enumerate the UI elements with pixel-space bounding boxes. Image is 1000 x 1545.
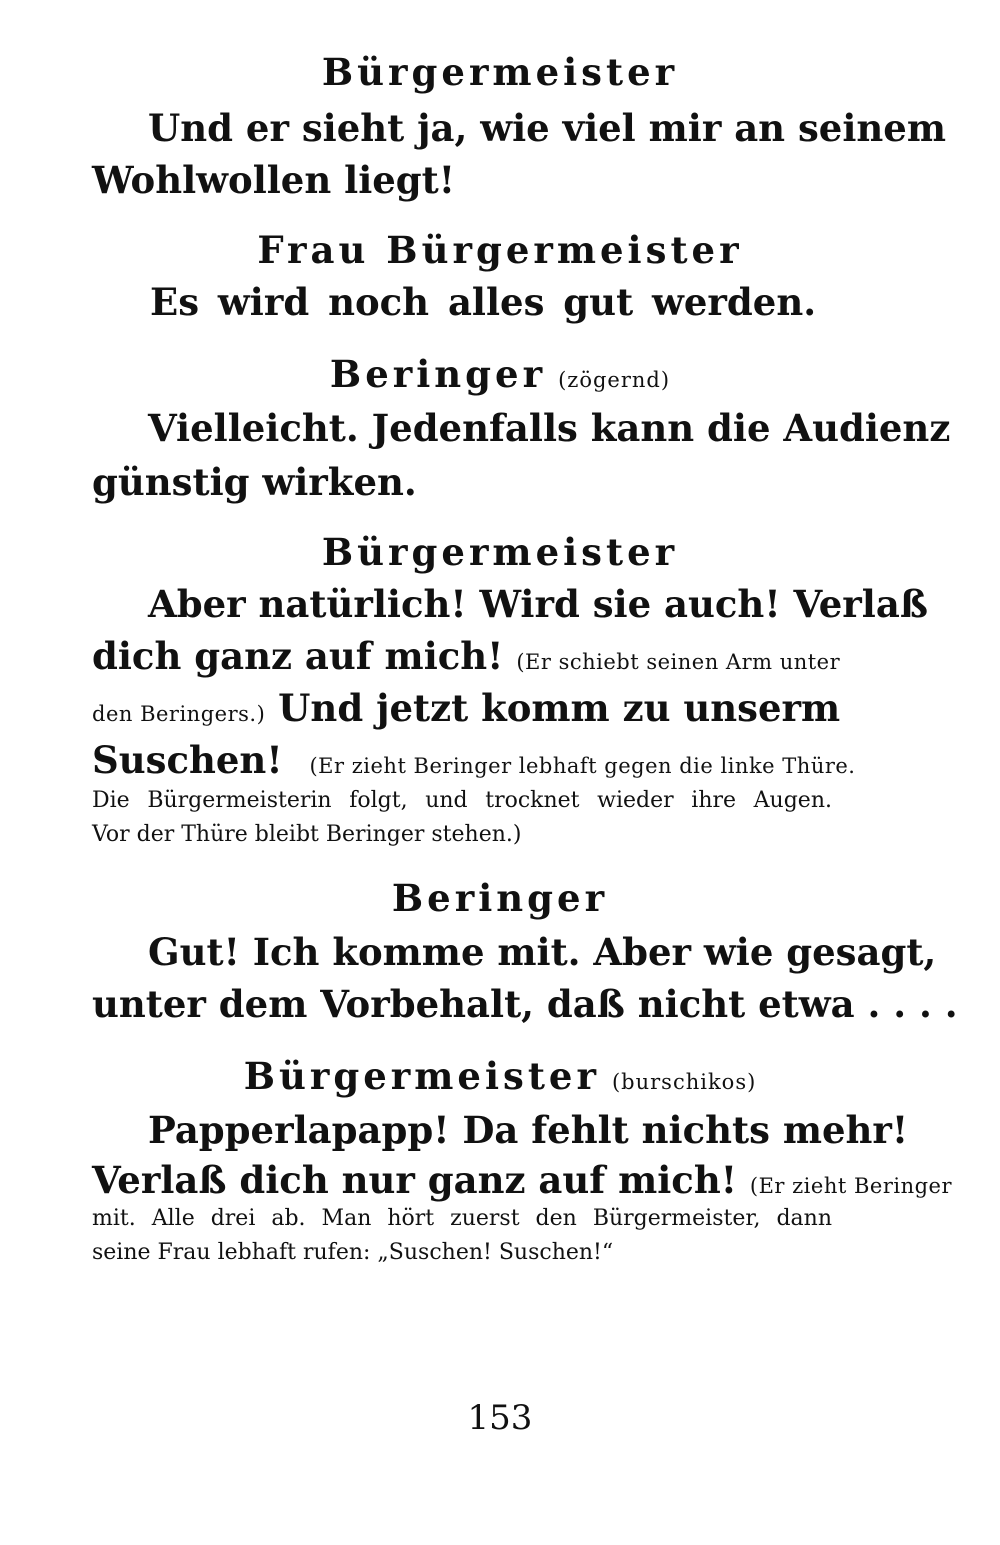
mixed-line: [92, 632, 841, 686]
dialogue-text: dich ganz auf mich!: [92, 634, 504, 678]
dialogue-line: Vielleicht. Jedenfalls kann die Audienz: [148, 406, 951, 450]
stage-direction: den Beringers.): [92, 702, 266, 726]
dialogue-line: Aber natürlich! Wird sie auch! Verlaß: [148, 582, 928, 626]
mixed-line: [92, 684, 841, 738]
stage-direction-line: seine Frau lebhaft rufen: „Suschen! Suschen!“: [92, 1240, 614, 1265]
speaker-name: Beringer: [391, 876, 609, 920]
page-number: 153: [467, 1398, 533, 1438]
speaker-name: Bürgermeister: [243, 1054, 600, 1098]
dialogue-line: Wohlwollen liegt!: [92, 158, 455, 202]
dialogue-line: Es wird noch alles gut werden.: [150, 280, 817, 324]
dialogue-text: Suschen!: [92, 738, 283, 782]
dialogue-text: Verlaß dich nur ganz auf mich!: [92, 1158, 737, 1202]
speaker-with-direction: [0, 1052, 1000, 1106]
dialogue-line: Und er sieht ja, wie viel mir an seinem: [148, 106, 946, 150]
speaker-name: Bürgermeister: [321, 50, 679, 94]
dialogue-text: Und jetzt komm zu unserm: [278, 686, 841, 730]
stage-direction: (burschikos): [611, 1070, 757, 1094]
stage-direction: (Er schiebt seinen Arm unter: [516, 650, 841, 674]
stage-direction-line: mit. Alle drei ab. Man hört zuerst den Bürgermeister, dann: [92, 1206, 832, 1231]
stage-direction-line: Die Bürgermeisterin folgt, und trocknet wieder ihre Augen.: [92, 788, 832, 813]
mixed-line: [92, 736, 856, 790]
speaker-name: Frau Bürgermeister: [257, 228, 743, 272]
speaker-with-direction: [0, 350, 1000, 404]
dialogue-line: Papperlapapp! Da fehlt nichts mehr!: [148, 1108, 909, 1152]
stage-direction: (Er zieht Beringer lebhaft gegen die linke Thüre.: [309, 754, 856, 778]
speaker-name: Beringer: [329, 352, 547, 396]
dialogue-line: Gut! Ich komme mit. Aber wie gesagt,: [148, 930, 937, 974]
stage-direction-line: Vor der Thüre bleibt Beringer stehen.): [92, 822, 522, 847]
stage-direction: (Er zieht Beringer: [749, 1174, 953, 1198]
speaker-name: Bürgermeister: [321, 530, 679, 574]
stage-direction: (zögernd): [558, 368, 671, 392]
dialogue-line: günstig wirken.: [92, 460, 417, 504]
dialogue-line: unter dem Vorbehalt, daß nicht etwa . . . .: [92, 982, 958, 1026]
